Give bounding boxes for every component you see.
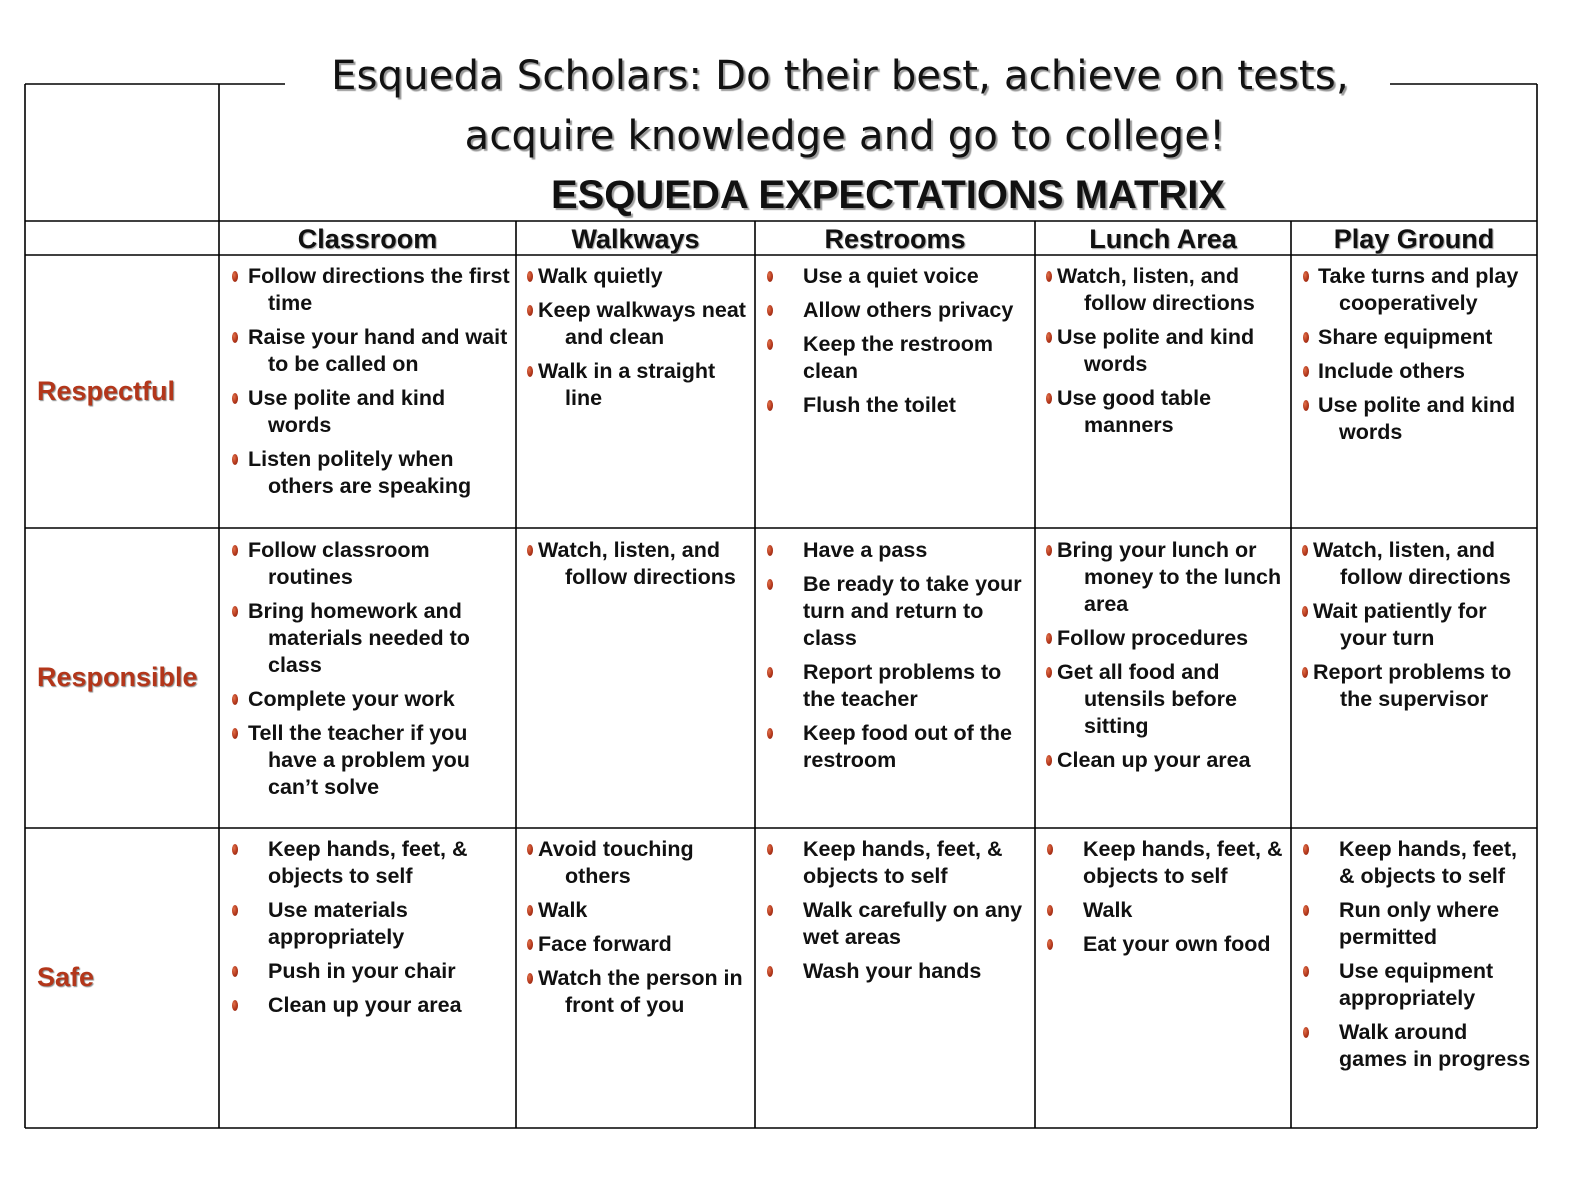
bullet-icon [1046,755,1052,766]
list-item [755,897,1035,951]
list-item [219,720,516,801]
bullet-list [755,263,1035,419]
bullet-list [516,537,755,591]
column-header-classroom: Classroom [297,224,438,254]
bullet-icon [527,844,533,855]
bullet-icon [1303,966,1309,977]
row-header-safe: Safe [37,962,95,992]
list-item [1291,958,1537,1012]
matrix-title: ESQUEDA EXPECTATIONS MATRIX [550,173,1226,217]
list-item-text: Watch the person in front of you [538,966,743,1017]
matrix-cell [1291,537,1537,720]
list-item [516,897,755,924]
bullet-list [219,836,516,1019]
bullet-icon [232,844,238,855]
list-item [755,331,1035,385]
bullet-icon [527,305,533,316]
row-header-respectful: Respectful [37,376,176,406]
bullet-icon [232,966,238,977]
list-item [755,263,1035,290]
bullet-icon [1046,667,1052,678]
list-item [219,836,516,890]
matrix-cell [219,836,516,1026]
bullet-icon [767,844,773,855]
list-item-text: Follow directions the first time [248,264,510,315]
list-item-text: Be ready to take your turn and return to class [803,572,1022,650]
bullet-list [755,836,1035,985]
list-item-text: Run only where permitted [1339,898,1500,949]
bullet-list [755,537,1035,774]
list-item [1035,931,1291,958]
list-item [755,537,1035,564]
list-item-text: Wait patiently for your turn [1313,599,1487,650]
bullet-icon [232,1000,238,1011]
bullet-icon [527,271,533,282]
row-header-responsible: Responsible [37,662,198,692]
list-item [1035,263,1291,317]
list-item-text: Walk quietly [538,264,663,288]
list-item [219,897,516,951]
bullet-icon [1303,400,1309,411]
list-item-text: Follow classroom routines [248,538,430,589]
list-item [1291,598,1537,652]
list-item-text: Raise your hand and wait to be called on [248,325,508,376]
list-item-text: Use a quiet voice [803,264,979,288]
matrix-cell [516,537,755,598]
list-item-text: Share equipment [1318,325,1493,349]
list-item-text: Push in your chair [268,959,456,983]
list-item-text: Use polite and kind words [1318,393,1516,444]
list-item [1291,324,1537,351]
list-item-text: Flush the toilet [803,393,956,417]
list-item [755,958,1035,985]
bullet-icon [1302,667,1308,678]
bullet-icon [767,728,773,739]
bullet-icon [1047,844,1053,855]
list-item-text: Keep hands, feet, & objects to self [803,837,1003,888]
list-item [755,571,1035,652]
list-item [1291,1019,1537,1073]
list-item-text: Clean up your area [1057,748,1251,772]
list-item [1291,263,1537,317]
bullet-icon [232,454,238,465]
list-item-text: Complete your work [248,687,455,711]
list-item [516,263,755,290]
matrix-cell [1291,263,1537,453]
bullet-icon [1303,271,1309,282]
bullet-icon [232,545,238,556]
matrix-cell [516,263,755,419]
list-item-text: Allow others privacy [803,298,1014,322]
bullet-icon [1302,606,1308,617]
bullet-list [516,836,755,1019]
list-item [755,720,1035,774]
list-item [516,965,755,1019]
list-item-text: Keep walkways neat and clean [538,298,746,349]
list-item [1291,392,1537,446]
bullet-icon [232,271,238,282]
matrix-cell [219,263,516,507]
list-item-text: Have a pass [803,538,928,562]
list-item [219,446,516,500]
list-item-text: Walk in a straight line [538,359,716,410]
list-item-text: Use equipment appropriately [1339,959,1494,1010]
list-item-text: Keep food out of the restroom [803,721,1012,772]
list-item [219,598,516,679]
matrix-cell [516,836,755,1026]
bullet-list [1035,537,1291,774]
bullet-list [1035,263,1291,439]
list-item [1291,358,1537,385]
matrix-cell [755,537,1035,781]
list-item [516,836,755,890]
list-item-text: Walk [538,898,588,922]
list-item [755,836,1035,890]
bullet-icon [232,332,238,343]
bullet-icon [232,694,238,705]
list-item-text: Keep hands, feet, & objects to self [268,837,468,888]
list-item-text: Use polite and kind words [248,386,446,437]
matrix-cell [219,537,516,808]
list-item-text: Watch, listen, and follow directions [538,538,736,589]
bullet-icon [1303,905,1309,916]
list-item-text: Keep hands, feet, & objects to self [1339,837,1518,888]
list-item-text: Tell the teacher if you have a problem you can’t solve [248,721,470,799]
bullet-icon [767,339,773,350]
column-header-lunch-area: Lunch Area [1089,224,1237,254]
bullet-icon [767,400,773,411]
bullet-list [1291,263,1537,446]
heading-line-2: acquire knowledge and go to college! [330,108,1360,164]
bullet-icon [232,728,238,739]
bullet-icon [767,966,773,977]
list-item [516,537,755,591]
list-item [1291,659,1537,713]
list-item [755,297,1035,324]
list-item-text: Wash your hands [803,959,982,983]
bullet-list [516,263,755,412]
bullet-icon [767,905,773,916]
list-item-text: Eat your own food [1083,932,1271,956]
list-item [219,686,516,713]
bullet-list [1291,537,1537,713]
list-item-text: Walk around games in progress [1339,1020,1531,1071]
bullet-icon [232,393,238,404]
list-item [219,324,516,378]
bullet-icon [527,545,533,556]
list-item-text: Face forward [538,932,672,956]
bullet-icon [1046,332,1052,343]
matrix-cell [755,836,1035,992]
column-header-walkways: Walkways [571,224,700,254]
bullet-icon [527,366,533,377]
list-item [1035,385,1291,439]
bullet-list [219,263,516,500]
list-item [516,931,755,958]
list-item-text: Report problems to the supervisor [1313,660,1512,711]
list-item [1291,897,1537,951]
list-item [1291,537,1537,591]
list-item [755,659,1035,713]
matrix-cell [755,263,1035,426]
list-item [1035,897,1291,924]
list-item [219,958,516,985]
list-item [1035,659,1291,740]
list-item-text: Bring your lunch or money to the lunch area [1057,538,1282,616]
list-item [1035,747,1291,774]
list-item-text: Get all food and utensils before sitting [1057,660,1237,738]
bullet-icon [1303,844,1309,855]
list-item [219,537,516,591]
bullet-icon [1047,905,1053,916]
list-item-text: Keep hands, feet, & objects to self [1083,837,1283,888]
list-item [1035,625,1291,652]
list-item [1035,537,1291,618]
list-item-text: Use materials appropriately [268,898,408,949]
bullet-icon [1303,332,1309,343]
bullet-icon [1046,545,1052,556]
list-item [219,385,516,439]
list-item-text: Clean up your area [268,993,462,1017]
column-header-restrooms: Restrooms [824,224,966,254]
bullet-icon [1047,939,1053,950]
list-item-text: Watch, listen, and follow directions [1057,264,1255,315]
list-item-text: Use polite and kind words [1057,325,1255,376]
matrix-cell [1035,537,1291,781]
list-item [219,992,516,1019]
matrix-cell [1035,263,1291,446]
list-item-text: Take turns and play cooperatively [1318,264,1519,315]
bullet-icon [1302,545,1308,556]
list-item [516,358,755,412]
list-item [755,392,1035,419]
bullet-icon [1046,271,1052,282]
bullet-icon [767,271,773,282]
list-item [1035,836,1291,890]
list-item-text: Use good table manners [1057,386,1212,437]
bullet-icon [1046,633,1052,644]
list-item-text: Watch, listen, and follow directions [1313,538,1511,589]
bullet-list [219,537,516,801]
bullet-icon [232,606,238,617]
bullet-icon [1303,366,1309,377]
list-item-text: Follow procedures [1057,626,1249,650]
bullet-icon [1046,393,1052,404]
list-item-text: Walk carefully on any wet areas [803,898,1023,949]
list-item-text: Avoid touching others [538,837,694,888]
bullet-icon [767,305,773,316]
bullet-icon [527,973,533,984]
list-item [219,263,516,317]
list-item-text: Report problems to the teacher [803,660,1002,711]
list-item-text: Include others [1318,359,1465,383]
bullet-icon [232,905,238,916]
heading-line-1: Esqueda Scholars: Do their best, achieve on tests, [290,48,1390,104]
bullet-list [1291,836,1537,1073]
list-item-text: Keep the restroom clean [803,332,993,383]
list-item-text: Bring homework and materials needed to class [248,599,470,677]
column-header-play-ground: Play Ground [1333,224,1495,254]
bullet-icon [527,905,533,916]
bullet-icon [767,545,773,556]
matrix-cell [1291,836,1537,1080]
list-item [1291,836,1537,890]
bullet-icon [527,939,533,950]
list-item [516,297,755,351]
bullet-icon [767,667,773,678]
list-item [1035,324,1291,378]
bullet-icon [767,579,773,590]
matrix-cell [1035,836,1291,965]
bullet-list [1035,836,1291,958]
list-item-text: Listen politely when others are speaking [248,447,472,498]
list-item-text: Walk [1083,898,1133,922]
bullet-icon [1303,1027,1309,1038]
